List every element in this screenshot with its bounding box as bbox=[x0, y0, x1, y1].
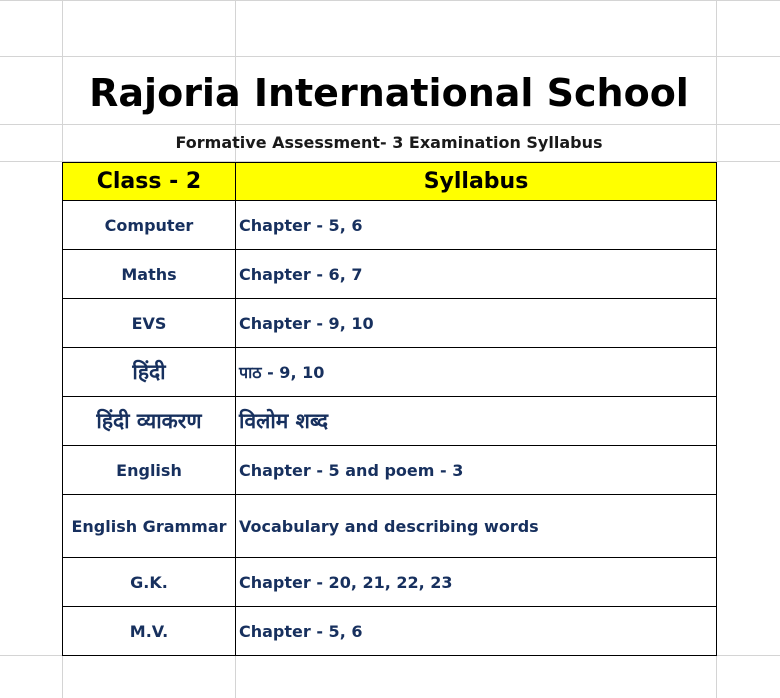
syllabus-cell[interactable]: विलोम शब्द bbox=[236, 397, 717, 446]
syllabus-cell[interactable]: Chapter - 9, 10 bbox=[236, 299, 717, 348]
subject-cell[interactable]: English bbox=[63, 446, 236, 495]
syllabus-table bbox=[62, 162, 717, 656]
table-row bbox=[63, 397, 717, 446]
gridline-horizontal bbox=[0, 0, 780, 1]
subject-cell[interactable]: English Grammar bbox=[63, 495, 236, 558]
table-row bbox=[63, 201, 717, 250]
table-row bbox=[63, 495, 717, 558]
gridline-horizontal bbox=[0, 124, 780, 125]
syllabus-cell[interactable]: पाठ - 9, 10 bbox=[236, 348, 717, 397]
subject-cell[interactable]: M.V. bbox=[63, 607, 236, 656]
subject-cell[interactable]: G.K. bbox=[63, 558, 236, 607]
exam-subtitle: Formative Assessment- 3 Examination Syllabus bbox=[175, 133, 603, 152]
table-row bbox=[63, 348, 717, 397]
table-row bbox=[63, 558, 717, 607]
syllabus-cell[interactable]: Chapter - 5, 6 bbox=[236, 201, 717, 250]
gridline-horizontal bbox=[0, 56, 780, 57]
table-row bbox=[63, 446, 717, 495]
column-header-syllabus[interactable]: Syllabus bbox=[236, 163, 717, 201]
table-row bbox=[63, 607, 717, 656]
subject-cell[interactable]: हिंदी bbox=[63, 348, 236, 397]
table-header-row bbox=[63, 163, 717, 201]
table-row bbox=[63, 250, 717, 299]
syllabus-cell[interactable]: Chapter - 20, 21, 22, 23 bbox=[236, 558, 717, 607]
syllabus-cell[interactable]: Chapter - 5, 6 bbox=[236, 607, 717, 656]
syllabus-cell[interactable]: Vocabulary and describing words bbox=[236, 495, 717, 558]
subject-cell[interactable]: Computer bbox=[63, 201, 236, 250]
syllabus-cell[interactable]: Chapter - 5 and poem - 3 bbox=[236, 446, 717, 495]
subject-cell[interactable]: हिंदी व्याकरण bbox=[63, 397, 236, 446]
subject-cell[interactable]: EVS bbox=[63, 299, 236, 348]
syllabus-cell[interactable]: Chapter - 6, 7 bbox=[236, 250, 717, 299]
table-row bbox=[63, 299, 717, 348]
column-header-class[interactable]: Class - 2 bbox=[63, 163, 236, 201]
subject-cell[interactable]: Maths bbox=[63, 250, 236, 299]
school-title: Rajoria International School bbox=[89, 71, 689, 115]
